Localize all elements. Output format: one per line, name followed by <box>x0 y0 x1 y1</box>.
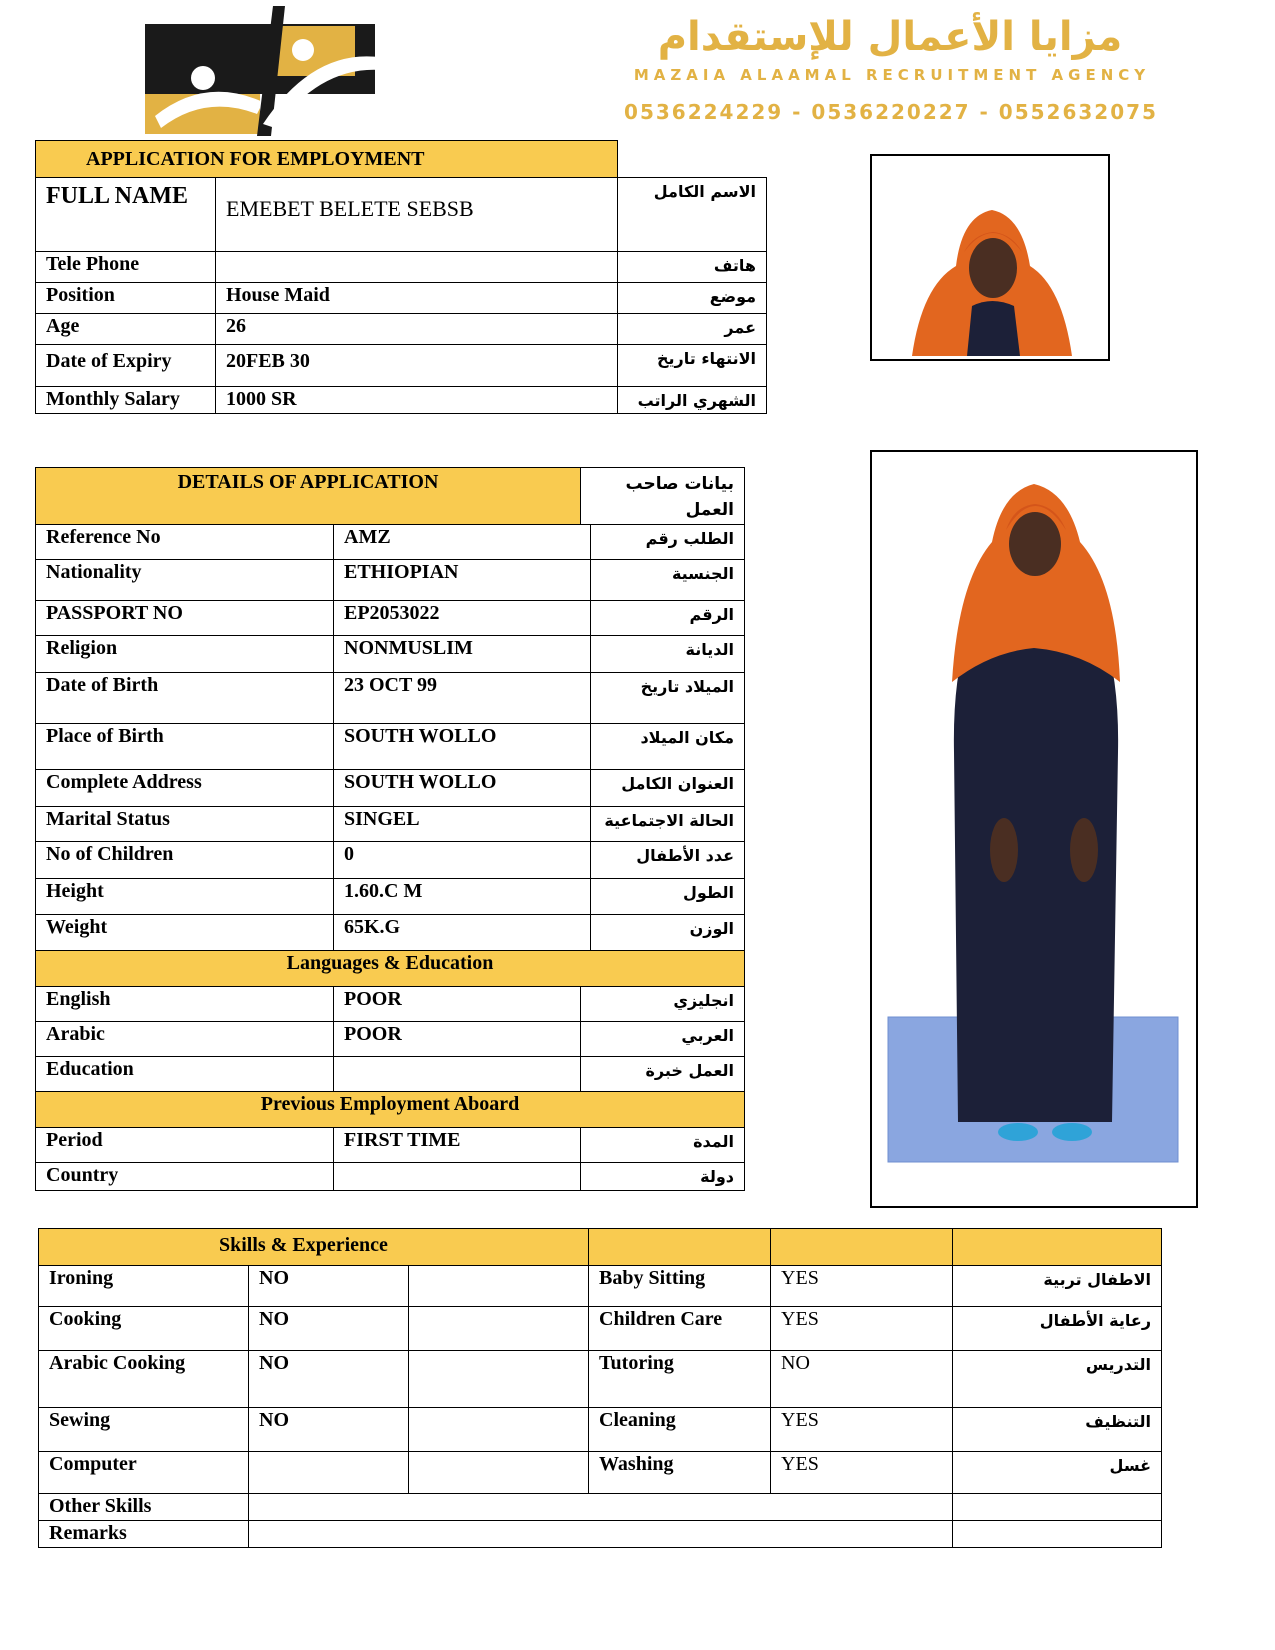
skill-cleaning-value: YES <box>771 1408 953 1452</box>
english-label-ar: انجليزي <box>581 987 745 1022</box>
skill-ironing-label: Ironing <box>39 1266 249 1307</box>
skill-washing-label-ar: غسل <box>953 1452 1162 1494</box>
country-value <box>334 1163 581 1191</box>
skill-cleaning-label-ar: التنظيف <box>953 1408 1162 1452</box>
reference-no-label-ar: الطلب رقم <box>591 525 745 560</box>
age-label-ar: عمر <box>618 314 767 345</box>
date-of-birth-label-ar: الميلاد تاريخ <box>591 673 745 724</box>
skill-computer-label: Computer <box>39 1452 249 1494</box>
telephone-value <box>216 252 618 283</box>
skill-cooking-value: NO <box>249 1307 409 1351</box>
reference-no-label: Reference No <box>36 525 334 560</box>
details-title-ar: بيانات صاحب العمل <box>581 468 745 525</box>
period-value: FIRST TIME <box>334 1128 581 1163</box>
agency-logo <box>145 6 395 138</box>
nationality-value: ETHIOPIAN <box>334 560 591 601</box>
skill-baby-sitting-value: YES <box>771 1266 953 1307</box>
full-name-label-ar: الاسم الكامل <box>618 178 767 252</box>
passport-no-label: PASSPORT NO <box>36 601 334 636</box>
religion-label-ar: الديانة <box>591 636 745 673</box>
monthly-salary-value: 1000 SR <box>216 387 618 414</box>
marital-status-label-ar: الحالة الاجتماعية <box>591 807 745 842</box>
nationality-label: Nationality <box>36 560 334 601</box>
skill-ironing-value: NO <box>249 1266 409 1307</box>
agency-name-arabic: مزايا الأعمال للإستقدام <box>657 14 1123 60</box>
weight-label: Weight <box>36 915 334 951</box>
skill-tutoring-label: Tutoring <box>589 1351 771 1408</box>
full-body-photo <box>870 450 1198 1208</box>
previous-employment-title: Previous Employment Aboard <box>36 1092 745 1128</box>
monthly-salary-label-ar: الشهري الراتب <box>618 387 767 414</box>
nationality-label-ar: الجنسية <box>591 560 745 601</box>
education-label: Education <box>36 1057 334 1092</box>
no-of-children-label: No of Children <box>36 842 334 879</box>
languages-title: Languages & Education <box>36 951 745 987</box>
skill-washing-value: YES <box>771 1452 953 1494</box>
skill-tutoring-value: NO <box>771 1351 953 1408</box>
skill-sewing-value: NO <box>249 1408 409 1452</box>
position-label-ar: موضع <box>618 283 767 314</box>
reference-no-value: AMZ <box>334 525 591 560</box>
skills-title: Skills & Experience <box>39 1229 589 1266</box>
english-value: POOR <box>334 987 581 1022</box>
education-value <box>334 1057 581 1092</box>
skill-children-care-label-ar: رعاية الأطفال <box>953 1307 1162 1351</box>
arabic-label: Arabic <box>36 1022 334 1057</box>
place-of-birth-label: Place of Birth <box>36 724 334 770</box>
remarks-label: Remarks <box>39 1521 249 1548</box>
marital-status-value: SINGEL <box>334 807 591 842</box>
skill-arabic-cooking-value: NO <box>249 1351 409 1408</box>
english-label: English <box>36 987 334 1022</box>
passport-no-label-ar: الرقم <box>591 601 745 636</box>
telephone-label: Tele Phone <box>36 252 216 283</box>
no-of-children-value: 0 <box>334 842 591 879</box>
telephone-label-ar: هاتف <box>618 252 767 283</box>
skills-table <box>38 1228 1162 1548</box>
complete-address-label-ar: العنوان الكامل <box>591 770 745 807</box>
no-of-children-label-ar: عدد الأطفال <box>591 842 745 879</box>
country-label: Country <box>36 1163 334 1191</box>
skill-sewing-label: Sewing <box>39 1408 249 1452</box>
place-of-birth-value: SOUTH WOLLO <box>334 724 591 770</box>
religion-value: NONMUSLIM <box>334 636 591 673</box>
complete-address-value: SOUTH WOLLO <box>334 770 591 807</box>
skill-tutoring-label-ar: التدريس <box>953 1351 1162 1408</box>
employment-title: APPLICATION FOR EMPLOYMENT <box>36 141 618 178</box>
country-label-ar: دولة <box>581 1163 745 1191</box>
skill-children-care-value: YES <box>771 1307 953 1351</box>
date-of-birth-value: 23 OCT 99 <box>334 673 591 724</box>
skill-children-care-label: Children Care <box>589 1307 771 1351</box>
period-label: Period <box>36 1128 334 1163</box>
skill-cooking-label: Cooking <box>39 1307 249 1351</box>
portrait-photo <box>870 154 1110 361</box>
skill-arabic-cooking-label: Arabic Cooking <box>39 1351 249 1408</box>
religion-label: Religion <box>36 636 334 673</box>
date-of-expiry-label: Date of Expiry <box>36 345 216 387</box>
employment-table <box>35 140 767 414</box>
details-table <box>35 467 745 1191</box>
details-title: DETAILS OF APPLICATION <box>36 468 581 525</box>
skill-computer-value <box>249 1452 409 1494</box>
period-label-ar: المدة <box>581 1128 745 1163</box>
date-of-birth-label: Date of Birth <box>36 673 334 724</box>
date-of-expiry-value: 20FEB 30 <box>216 345 618 387</box>
position-value: House Maid <box>216 283 618 314</box>
agency-name-english: MAZAIA ALAAMAL RECRUITMENT AGENCY <box>633 66 1151 84</box>
remarks-value <box>249 1521 953 1548</box>
date-of-expiry-label-ar: الانتهاء تاريخ <box>618 345 767 387</box>
monthly-salary-label: Monthly Salary <box>36 387 216 414</box>
skill-cleaning-label: Cleaning <box>589 1408 771 1452</box>
complete-address-label: Complete Address <box>36 770 334 807</box>
other-skills-value <box>249 1494 953 1521</box>
weight-label-ar: الوزن <box>591 915 745 951</box>
full-name-label: FULL NAME <box>36 178 216 252</box>
skill-baby-sitting-label: Baby Sitting <box>589 1266 771 1307</box>
marital-status-label: Marital Status <box>36 807 334 842</box>
agency-phones: 0536224229 - 0536220227 - 0552632075 <box>624 100 1158 124</box>
age-value: 26 <box>216 314 618 345</box>
height-label: Height <box>36 879 334 915</box>
weight-value: 65K.G <box>334 915 591 951</box>
height-value: 1.60.C M <box>334 879 591 915</box>
position-label: Position <box>36 283 216 314</box>
age-label: Age <box>36 314 216 345</box>
skill-washing-label: Washing <box>589 1452 771 1494</box>
full-name-value: EMEBET BELETE SEBSB <box>216 178 618 252</box>
height-label-ar: الطول <box>591 879 745 915</box>
skill-baby-sitting-label-ar: الاطفال تربية <box>953 1266 1162 1307</box>
arabic-label-ar: العربي <box>581 1022 745 1057</box>
passport-no-value: EP2053022 <box>334 601 591 636</box>
other-skills-label: Other Skills <box>39 1494 249 1521</box>
arabic-value: POOR <box>334 1022 581 1057</box>
place-of-birth-label-ar: مكان الميلاد <box>591 724 745 770</box>
education-label-ar: العمل خبرة <box>581 1057 745 1092</box>
